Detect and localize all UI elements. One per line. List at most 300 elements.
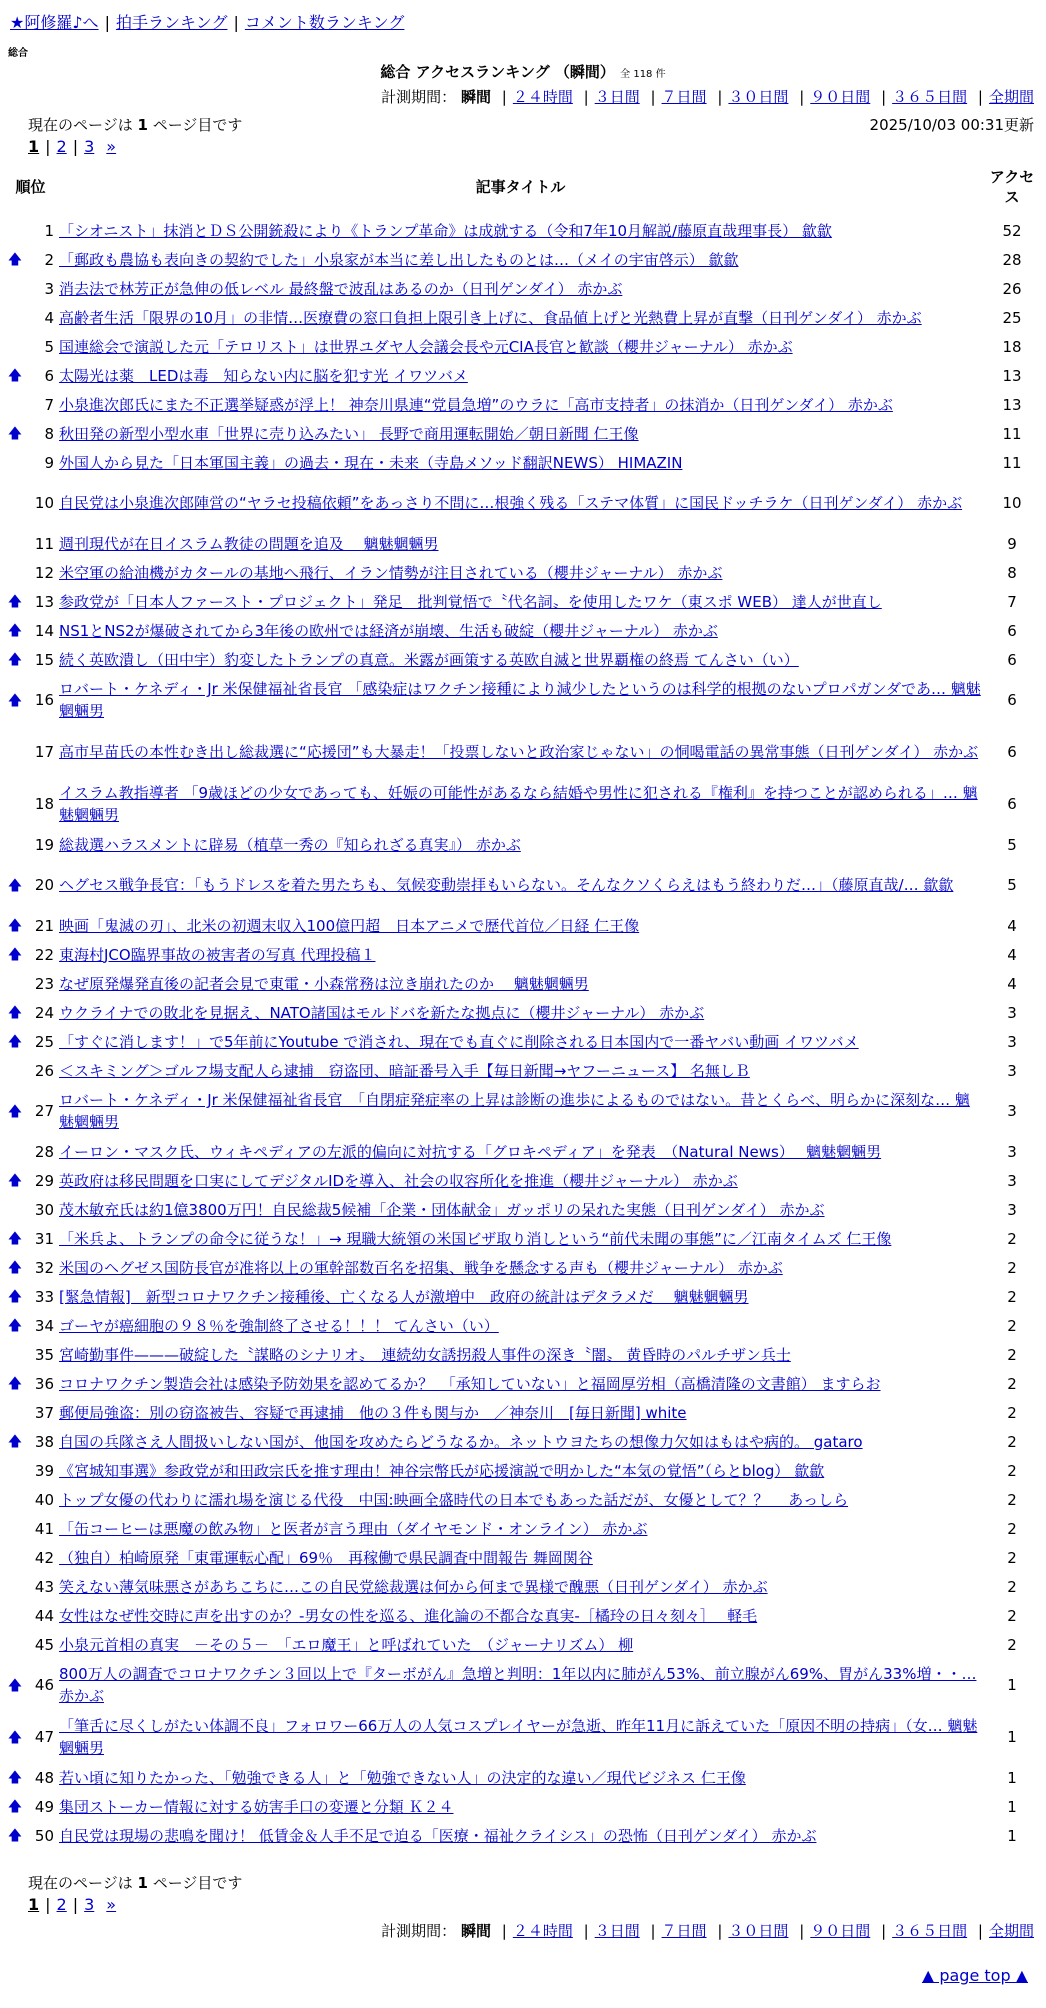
pager-next[interactable]: » (106, 137, 117, 156)
access-count: 4 (1007, 974, 1017, 993)
rank-number: 32 (34, 1258, 54, 1277)
article-title-link[interactable]: 《宮城知事選》参政党が和田政宗氏を推す理由！神谷宗幣氏が応援演説で明かした“本気の覚悟”（らとblog） 歙歙 (59, 1461, 825, 1480)
rank-change-cell (4, 1427, 26, 1456)
article-title-link[interactable]: 「米兵よ、トランプの命令に従うな！」→ 現職大統領の米国ビザ取り消しという“前代未聞の事態”に／江南タイムズ 仁王像 (59, 1229, 892, 1248)
access-count: 3 (1007, 1032, 1017, 1051)
top-nav: ★阿修羅♪へ | 拍手ランキング | コメント数ランキング (10, 13, 405, 32)
rank-change-cell (4, 529, 26, 558)
period-link-all[interactable]: 全期間 (988, 88, 1034, 106)
period-link-7d[interactable]: ７日間 (661, 88, 707, 106)
article-title-link[interactable]: 「すぐに消します！」で5年前にYoutube で消され、現在でも直ぐに削除される日本国内で一番ヤバい動画 イワツバメ (59, 1032, 859, 1051)
table-row (4, 419, 1040, 448)
title-cell (57, 1711, 984, 1763)
rank-number: 22 (34, 945, 54, 964)
table-row (4, 274, 1040, 303)
rank-change-cell (4, 1253, 26, 1282)
title-cell (57, 911, 984, 940)
rank-change-cell (4, 1166, 26, 1195)
title-cell (57, 778, 984, 830)
rank-change-cell (4, 361, 26, 390)
pager-page-3[interactable]: 3 (84, 1895, 95, 1914)
table-row (4, 361, 1040, 390)
rank-number: 35 (34, 1345, 54, 1364)
period-link-365d[interactable]: ３６５日間 (892, 1922, 968, 1940)
table-row (4, 1027, 1040, 1056)
article-title-link[interactable]: トップ女優の代わりに濡れ場を演じる代役 中国:映画全盛時代の日本でもあった話だが、女優として？？ あっしら (59, 1490, 849, 1509)
rank-number: 18 (34, 795, 54, 813)
access-count: 1 (1007, 1728, 1017, 1746)
table-row (4, 1085, 1040, 1137)
pager-page-2[interactable]: 2 (56, 1895, 67, 1914)
access-count: 3 (1007, 1200, 1017, 1219)
rank-change-cell (4, 587, 26, 616)
rank-number: 20 (34, 876, 54, 894)
table-row (4, 726, 1040, 778)
table-row (4, 529, 1040, 558)
article-title-link[interactable]: 自民党は現場の悲鳴を聞け！ 低賃金＆人手不足で迫る「医療・福祉クライシス」の恐怖（日刊ゲンダイ） 赤かぶ (59, 1826, 817, 1845)
access-count: 5 (1007, 876, 1017, 894)
period-link-24h[interactable]: ２４時間 (512, 1922, 573, 1940)
rank-number: 15 (34, 650, 54, 669)
rank-change-cell (4, 1601, 26, 1630)
rank-change-cell (4, 1056, 26, 1085)
article-title-link[interactable]: 800万人の調査でコロナワクチン３回以上で『ターボがん』急増と判明：1年以内に肺がん53%、前立腺がん69%、胃がん33%増・・… 赤かぶ (59, 1665, 977, 1705)
pager-next[interactable]: » (106, 1895, 117, 1914)
rank-change-cell (4, 1630, 26, 1659)
rank-change-cell (4, 1659, 26, 1711)
up-arrow-icon: 🡅 (7, 1318, 23, 1334)
period-link-90d[interactable]: ９０日間 (810, 88, 871, 106)
current-page-text-top: 現在のページは 1 ページ目です (28, 116, 243, 134)
article-title-link[interactable]: 国連総会で演説した元「テロリスト」は世界ユダヤ人会議会長や元CIA長官と歓談（櫻井ジャーナル） 赤かぶ (59, 337, 793, 356)
article-title-link[interactable]: 茂木敏充氏は約1億3800万円！自民総裁5候補「企業・団体献金」ガッポリの呆れた実態（日刊ゲンダイ） 赤かぶ (59, 1200, 825, 1219)
rank-number: 3 (44, 279, 54, 298)
access-count: 6 (1007, 795, 1017, 813)
table-row (4, 674, 1040, 726)
table-row (4, 830, 1040, 859)
up-arrow-icon: 🡅 (7, 1434, 23, 1450)
title-cell (57, 1369, 984, 1398)
table-row (4, 1137, 1040, 1166)
table-row (4, 477, 1040, 529)
rank-change-cell (4, 1763, 26, 1792)
access-count: 52 (1002, 221, 1022, 240)
access-count: 11 (1002, 453, 1022, 472)
title-cell (57, 1282, 984, 1311)
rank-number: 26 (34, 1061, 54, 1080)
access-count: 1 (1007, 1797, 1017, 1816)
article-title-link[interactable]: コロナワクチン製造会社は感染予防効果を認めてるか？ 「承知していない」と福岡厚労相（高橋清隆の文書館） ますらお (59, 1374, 881, 1393)
access-count: 3 (1007, 1142, 1017, 1161)
rank-change-cell (4, 1085, 26, 1137)
comments-ranking-link[interactable]: コメント数ランキング (244, 13, 405, 32)
table-row (4, 1311, 1040, 1340)
article-title-link[interactable]: 小泉進次郎氏にまた不正選挙疑惑が浮上！ 神奈川県連“党員急増”のウラに「高市支持者」の抹消か（日刊ゲンダイ） 赤かぶ (59, 395, 893, 414)
article-title-link[interactable]: NS1とNS2が爆破されてから3年後の欧州では経済が崩壊、生活も破綻（櫻井ジャーナル） 赤かぶ (59, 621, 718, 640)
article-title-link[interactable]: 「筆舌に尽くしがたい体調不良」フォロワー66万人の人気コスプレイヤーが急逝、昨年11月に訴えていた「原因不明の持病」（女… 魑魅魍魎男 (59, 1717, 978, 1757)
title-cell (57, 1137, 984, 1166)
table-row (4, 1485, 1040, 1514)
rank-number: 6 (44, 366, 54, 385)
rank-number: 28 (34, 1142, 54, 1161)
article-title-link[interactable]: 自民党は小泉進次郎陣営の“ヤラセ投稿依頼”をあっさり不問に…根強く残る「ステマ体質」に国民ドッチラケ（日刊ゲンダイ） 赤かぶ (59, 494, 963, 512)
access-count: 6 (1007, 743, 1017, 761)
up-arrow-icon: 🡅 (7, 1103, 23, 1120)
title-cell (57, 1224, 984, 1253)
up-arrow-icon: 🡅 (7, 1799, 23, 1815)
access-count: 25 (1002, 308, 1022, 327)
access-count: 2 (1007, 1606, 1017, 1625)
rank-number: 8 (44, 424, 54, 443)
article-title-link[interactable]: 高齢者生活「限界の10月」の非情…医療費の窓口負担上限引き上げに、食品値上げと光熱費上昇が直撃（日刊ゲンダイ） 赤かぶ (59, 308, 922, 327)
article-title-link[interactable]: （独自）柏崎原発「東電運転心配」69％ 再稼働で県民調査中間報告 舞岡関谷 (59, 1548, 593, 1567)
period-link-24h[interactable]: ２４時間 (512, 88, 573, 106)
access-count: 2 (1007, 1258, 1017, 1277)
up-arrow-icon: 🡅 (7, 1828, 23, 1844)
rank-number: 37 (34, 1403, 54, 1422)
up-arrow-icon: 🡅 (7, 594, 23, 610)
access-count: 2 (1007, 1490, 1017, 1509)
rank-number: 27 (34, 1102, 54, 1120)
category-label: 総合 (8, 48, 28, 59)
title-cell (57, 830, 984, 859)
title-cell (57, 969, 984, 998)
rank-number: 36 (34, 1374, 54, 1393)
title-cell (57, 1792, 984, 1821)
access-count: 8 (1007, 563, 1017, 582)
period-link-30d[interactable]: ３０日間 (728, 1922, 789, 1940)
article-title-link[interactable]: ウクライナでの敗北を見据え、NATO諸国はモルドバを新たな拠点に（櫻井ジャーナル） 赤かぶ (59, 1003, 705, 1022)
article-title-link[interactable]: 総裁選ハラスメントに辟易（植草一秀の『知られざる真実』） 赤かぶ (59, 835, 521, 854)
title-cell (57, 1485, 984, 1514)
rank-number: 49 (34, 1797, 54, 1816)
up-arrow-icon: 🡅 (7, 1005, 23, 1021)
up-arrow-icon: 🡅 (7, 947, 23, 963)
rank-change-cell (4, 390, 26, 419)
title-cell (57, 587, 984, 616)
title-cell (57, 1456, 984, 1485)
up-arrow-icon: 🡅 (7, 918, 23, 934)
title-cell (57, 1763, 984, 1792)
title-cell (57, 361, 984, 390)
table-row (4, 1514, 1040, 1543)
rank-change-cell (4, 332, 26, 361)
page-top-link[interactable]: ▲ page top ▲ (921, 1966, 1028, 1985)
article-title-link[interactable]: 女性はなぜ性交時に声を出すのか？-男女の性を巡る、進化論の不都合な真実-［橘玲の日々刻々］ 軽毛 (59, 1606, 758, 1625)
article-title-link[interactable]: なぜ原発爆発直後の記者会見で東電・小森常務は泣き崩れたのか 魑魅魍魎男 (59, 974, 589, 993)
access-count: 6 (1007, 621, 1017, 640)
article-title-link[interactable]: 自国の兵隊さえ人間扱いしない国が、他国を攻めたらどうなるか。ネットウヨたちの想像力欠如はもはや病的。 gataro (59, 1432, 863, 1451)
pager-current: 1 (28, 137, 40, 156)
article-title-link[interactable]: 若い頃に知りたかった、「勉強できる人」と「勉強できない人」の決定的な違い／現代ビジネス 仁王像 (59, 1768, 746, 1787)
access-count: 6 (1007, 650, 1017, 669)
table-row (4, 448, 1040, 477)
article-title-link[interactable]: 郵便局強盗：別の窃盗被告、容疑で再逮捕 他の３件も関与か ／神奈川 [毎日新聞] white (59, 1403, 687, 1422)
rank-number: 4 (44, 308, 54, 327)
access-count: 1 (1007, 1826, 1017, 1845)
article-title-link[interactable]: 続く英欧潰し（田中宇）豹変したトランプの真意。米露が画策する英欧自滅と世界覇権の終焉 てんさい（い） (59, 650, 799, 669)
title-cell (57, 1601, 984, 1630)
article-title-link[interactable]: 参政党が「日本人ファースト・プロジェクト」発足 批判覚悟で〝代名詞〟を使用したワケ（東スポ WEB） 達人が世直し (59, 592, 882, 611)
up-arrow-icon: 🡅 (7, 368, 23, 384)
rank-number: 29 (34, 1171, 54, 1190)
pager-current: 1 (28, 1895, 40, 1914)
table-row (4, 332, 1040, 361)
rank-change-cell (4, 1398, 26, 1427)
table-row (4, 1630, 1040, 1659)
title-cell (57, 859, 984, 911)
title-cell (57, 1311, 984, 1340)
rank-number: 25 (34, 1032, 54, 1051)
table-row (4, 1456, 1040, 1485)
rank-change-cell (4, 778, 26, 830)
article-title-link[interactable]: 「郵政も農協も表向きの契約でした」小泉家が本当に差し出したものとは…（メイの宇宙啓示） 歙歙 (59, 250, 739, 269)
rank-header: 順位 (15, 178, 46, 196)
rank-number: 19 (34, 835, 54, 854)
article-title-link[interactable]: 太陽光は薬 LEDは毒 知らない内に脳を犯す光 イワツバメ (59, 366, 468, 385)
rank-number: 43 (34, 1577, 54, 1596)
article-title-link[interactable]: 外国人から見た「日本軍国主義」の過去・現在・未来（寺島メソッド翻訳NEWS） HIMAZIN (59, 453, 683, 472)
rank-number: 34 (34, 1316, 54, 1335)
rank-number: 48 (34, 1768, 54, 1787)
rank-number: 40 (34, 1490, 54, 1509)
up-arrow-icon: 🡅 (7, 1770, 23, 1786)
table-row (4, 390, 1040, 419)
article-title-link[interactable]: 「シオニスト」抹消とＤＳ公開銃殺により《トランプ革命》は成就する（令和7年10月解説/藤原直哉理事長） 歙歙 (59, 221, 832, 240)
rank-number: 44 (34, 1606, 54, 1625)
rank-change-cell (4, 1456, 26, 1485)
table-row (4, 645, 1040, 674)
title-cell (57, 1543, 984, 1572)
access-count: 3 (1007, 1003, 1017, 1022)
rank-change-cell (4, 969, 26, 998)
up-arrow-icon: 🡅 (7, 623, 23, 639)
title-cell (57, 674, 984, 726)
table-row (4, 1427, 1040, 1456)
rank-number: 30 (34, 1200, 54, 1219)
rank-number: 47 (34, 1728, 54, 1746)
rank-number: 45 (34, 1635, 54, 1654)
pager-page-2[interactable]: 2 (56, 137, 67, 156)
rank-number: 2 (44, 250, 54, 269)
article-title-link[interactable]: ロバート・ケネディ・Jr 米保健福祉省長官 「感染症はワクチン接種により減少したというのは科学的根拠のないプロパガンダであ… 魑魅魍魎男 (59, 680, 981, 720)
title-cell (57, 1027, 984, 1056)
title-cell (57, 529, 984, 558)
rank-number: 7 (44, 395, 54, 414)
access-count: 2 (1007, 1461, 1017, 1480)
rank-number: 12 (34, 563, 54, 582)
access-count: 11 (1002, 424, 1022, 443)
period-link-3d[interactable]: ３日間 (594, 1922, 640, 1940)
article-title-link[interactable]: 「缶コーヒーは悪魔の飲み物」と医者が言う理由（ダイヤモンド・オンライン） 赤かぶ (59, 1519, 648, 1538)
rank-number: 17 (34, 743, 54, 761)
applause-ranking-link[interactable]: 拍手ランキング (115, 13, 228, 32)
title-cell (57, 216, 984, 245)
article-title-link[interactable]: 米空軍の給油機がカタールの基地へ飛行、イラン情勢が注目されている（櫻井ジャーナル） 赤かぶ (59, 563, 723, 582)
rank-change-cell (4, 303, 26, 332)
rank-number: 42 (34, 1548, 54, 1567)
article-title-link[interactable]: イーロン・マスク氏、ウィキペディアの左派的偏向に対抗する「グロキペディア」を発表 （Natural News） 魑魅魍魎男 (59, 1142, 882, 1161)
updated-timestamp: 2025/10/03 00:31更新 (869, 116, 1034, 134)
rank-number: 24 (34, 1003, 54, 1022)
table-row (4, 1398, 1040, 1427)
rank-number: 1 (44, 221, 54, 240)
title-cell (57, 419, 984, 448)
access-count: 5 (1007, 835, 1017, 854)
access-count: 3 (1007, 1061, 1017, 1080)
title-cell (57, 390, 984, 419)
title-cell (57, 1056, 984, 1085)
period-link-7d[interactable]: ７日間 (661, 1922, 707, 1940)
table-row (4, 558, 1040, 587)
rank-change-cell (4, 419, 26, 448)
article-title-link[interactable]: 集団ストーカー情報に対する妨害手口の変遷と分類 Ｋ２４ (59, 1797, 454, 1816)
rank-number: 31 (34, 1229, 54, 1248)
rank-change-cell (4, 245, 26, 274)
pager-bottom: 1 | 2 | 3 » (28, 1895, 117, 1914)
period-link-all[interactable]: 全期間 (988, 1922, 1034, 1940)
table-row (4, 859, 1040, 911)
home-link[interactable]: ★阿修羅♪へ (10, 13, 99, 32)
title-cell (57, 1659, 984, 1711)
rank-change-cell (4, 1485, 26, 1514)
table-row (4, 1056, 1040, 1085)
rank-change-cell (4, 1195, 26, 1224)
rank-number: 14 (34, 621, 54, 640)
ranking-table (4, 158, 1040, 1850)
rank-change-cell (4, 1027, 26, 1056)
article-title-link[interactable]: 小泉元首相の真実 －その５－ 「エロ魔王」と呼ばれていた （ジャーナリズム） 柳 (59, 1635, 634, 1654)
rank-number: 5 (44, 337, 54, 356)
current-page-text-bottom: 現在のページは 1 ページ目です (28, 1874, 243, 1892)
rank-number: 23 (34, 974, 54, 993)
table-header-row (4, 158, 1040, 216)
rank-change-cell (4, 1282, 26, 1311)
access-count: 3 (1007, 1102, 1017, 1120)
title-cell (57, 1514, 984, 1543)
access-count: 2 (1007, 1345, 1017, 1364)
table-row (4, 778, 1040, 830)
article-title-link[interactable]: 映画「鬼滅の刃」、北米の初週末収入100億円超 日本アニメで歴代首位／日経 仁王像 (59, 916, 640, 935)
rank-number: 46 (34, 1676, 54, 1694)
rank-change-cell (4, 1711, 26, 1763)
access-count: 1 (1007, 1676, 1017, 1694)
table-row (4, 1572, 1040, 1601)
access-count: 2 (1007, 1519, 1017, 1538)
pager-top: 1 | 2 | 3 » (28, 137, 117, 156)
access-count: 13 (1002, 395, 1022, 414)
period-link-30d[interactable]: ３０日間 (728, 88, 789, 106)
article-title-link[interactable]: ＜スキミング＞ゴルフ場支配人ら逮捕 窃盗団、暗証番号入手【毎日新聞→ヤフーニュース】 名無しＢ (59, 1061, 750, 1080)
access-count: 6 (1007, 691, 1017, 709)
article-title-link[interactable]: ゴーヤが癌細胞の９８％を強制終了させる！！！ てんさい（い） (59, 1316, 499, 1335)
article-title-link[interactable]: 米国のヘグゼス国防長官が准将以上の軍幹部数百名を招集、戦争を懸念する声も（櫻井ジャーナル） 赤かぶ (59, 1258, 783, 1277)
table-row (4, 940, 1040, 969)
up-arrow-icon: 🡅 (7, 1289, 23, 1305)
article-title-link[interactable]: 高市早苗氏の本性むき出し総裁選に“応援団”も大暴走！「投票しないと政治家じゃない」の恫喝電話の異常事態（日刊ゲンダイ） 赤かぶ (59, 743, 979, 761)
access-count: 4 (1007, 945, 1017, 964)
article-title-link[interactable]: ヘグセス戦争長官：「もうドレスを着た男たちも、気候変動崇拝もいらない。そんなクソくらえはもう終わりだ…」（藤原直哉/… 歙歙 (59, 876, 954, 894)
period-link-3d[interactable]: ３日間 (594, 88, 640, 106)
access-count: 2 (1007, 1432, 1017, 1451)
article-title-link[interactable]: 笑えない薄気味悪さがあちこちに…この自民党総裁選は何から何まで異様で醜悪（日刊ゲンダイ） 赤かぶ (59, 1577, 768, 1596)
access-header: アクセス (989, 168, 1035, 206)
article-title-link[interactable]: イスラム教指導者 「9歳ほどの少女であっても、妊娠の可能性があるなら結婚や男性に犯される『権利』を持つことが認められる」… 魑魅魍魎男 (59, 784, 978, 824)
title-cell (57, 726, 984, 778)
table-row (4, 1763, 1040, 1792)
rank-change-cell (4, 1224, 26, 1253)
rank-number: 38 (34, 1432, 54, 1451)
table-row (4, 998, 1040, 1027)
period-link-90d[interactable]: ９０日間 (810, 1922, 871, 1940)
up-arrow-icon: 🡅 (7, 1034, 23, 1050)
rank-number: 39 (34, 1461, 54, 1480)
up-arrow-icon: 🡅 (7, 652, 23, 668)
rank-change-cell (4, 1311, 26, 1340)
table-row (4, 245, 1040, 274)
title-cell (57, 1427, 984, 1456)
up-arrow-icon: 🡅 (7, 1173, 23, 1189)
period-link-365d[interactable]: ３６５日間 (892, 88, 968, 106)
article-title-link[interactable]: 週刊現代が在日イスラム教徒の問題を追及 魑魅魍魎男 (59, 534, 439, 553)
title-cell (57, 1821, 984, 1850)
article-title-link[interactable]: 秋田発の新型小型水車「世界に売り込みたい」 長野で商用運転開始／朝日新聞 仁王像 (59, 424, 639, 443)
up-arrow-icon: 🡅 (7, 426, 23, 442)
pager-page-3[interactable]: 3 (84, 137, 95, 156)
title-header: 記事タイトル (475, 178, 566, 196)
article-title-link[interactable]: 東海村JCO臨界事故の被害者の写真 代理投稿１ (59, 945, 376, 964)
rank-change-cell (4, 1137, 26, 1166)
access-count: 10 (1002, 494, 1022, 512)
rank-number: 13 (34, 592, 54, 611)
up-arrow-icon: 🡅 (7, 877, 23, 894)
title-cell (57, 645, 984, 674)
access-count: 2 (1007, 1316, 1017, 1335)
title-cell (57, 616, 984, 645)
page-title (0, 61, 1046, 82)
article-title-link[interactable]: [緊急情報] 新型コロナワクチン接種後、亡くなる人が激増中 政府の統計はデタラメだ 魑魅魍魎男 (59, 1287, 749, 1306)
access-count: 2 (1007, 1374, 1017, 1393)
period-current: 瞬間 (460, 88, 491, 106)
rank-number: 33 (34, 1287, 54, 1306)
rank-number: 10 (34, 494, 54, 512)
access-count: 3 (1007, 1171, 1017, 1190)
article-title-link[interactable]: ロバート・ケネディ・Jr 米保健福祉省長官 「自閉症発症率の上昇は診断の進歩によるものではない。昔とくらべ、明らかに深刻な… 魑魅魍魎男 (59, 1091, 970, 1131)
access-count: 2 (1007, 1635, 1017, 1654)
article-title-link[interactable]: 英政府は移民問題を口実にしてデジタルIDを導入、社会の収容所化を推進（櫻井ジャーナル） 赤かぶ (59, 1171, 738, 1190)
article-title-link[interactable]: 消去法で林芳正が急伸の低レベル 最終盤で波乱はあるのか（日刊ゲンダイ） 赤かぶ (59, 279, 623, 298)
table-row (4, 587, 1040, 616)
title-cell (57, 448, 984, 477)
table-row (4, 1253, 1040, 1282)
rank-change-cell (4, 216, 26, 245)
title-cell (57, 940, 984, 969)
title-cell (57, 477, 984, 529)
access-count: 13 (1002, 366, 1022, 385)
title-cell (57, 1630, 984, 1659)
table-row (4, 1543, 1040, 1572)
rank-number: 11 (34, 534, 54, 553)
total-count: 全 118 件 (620, 69, 666, 80)
period-label: 計測期間： (381, 88, 457, 106)
rank-change-cell (4, 674, 26, 726)
table-row (4, 911, 1040, 940)
article-title-link[interactable]: 宮崎勤事件———破綻した〝謀略のシナリオ〟 連続幼女誘拐殺人事件の深き〝闇〟 黄昏時のパルチザン兵士 (59, 1345, 791, 1364)
rank-number: 9 (44, 453, 54, 472)
rank-change-cell (4, 859, 26, 911)
period-selector-bottom: 計測期間： 瞬間 | ２４時間 | ３日間 | ７日間 | ３０日間 | ９０日間 | ３６５日間 | 全期間 (381, 1922, 1034, 1940)
period-current: 瞬間 (460, 1922, 491, 1940)
